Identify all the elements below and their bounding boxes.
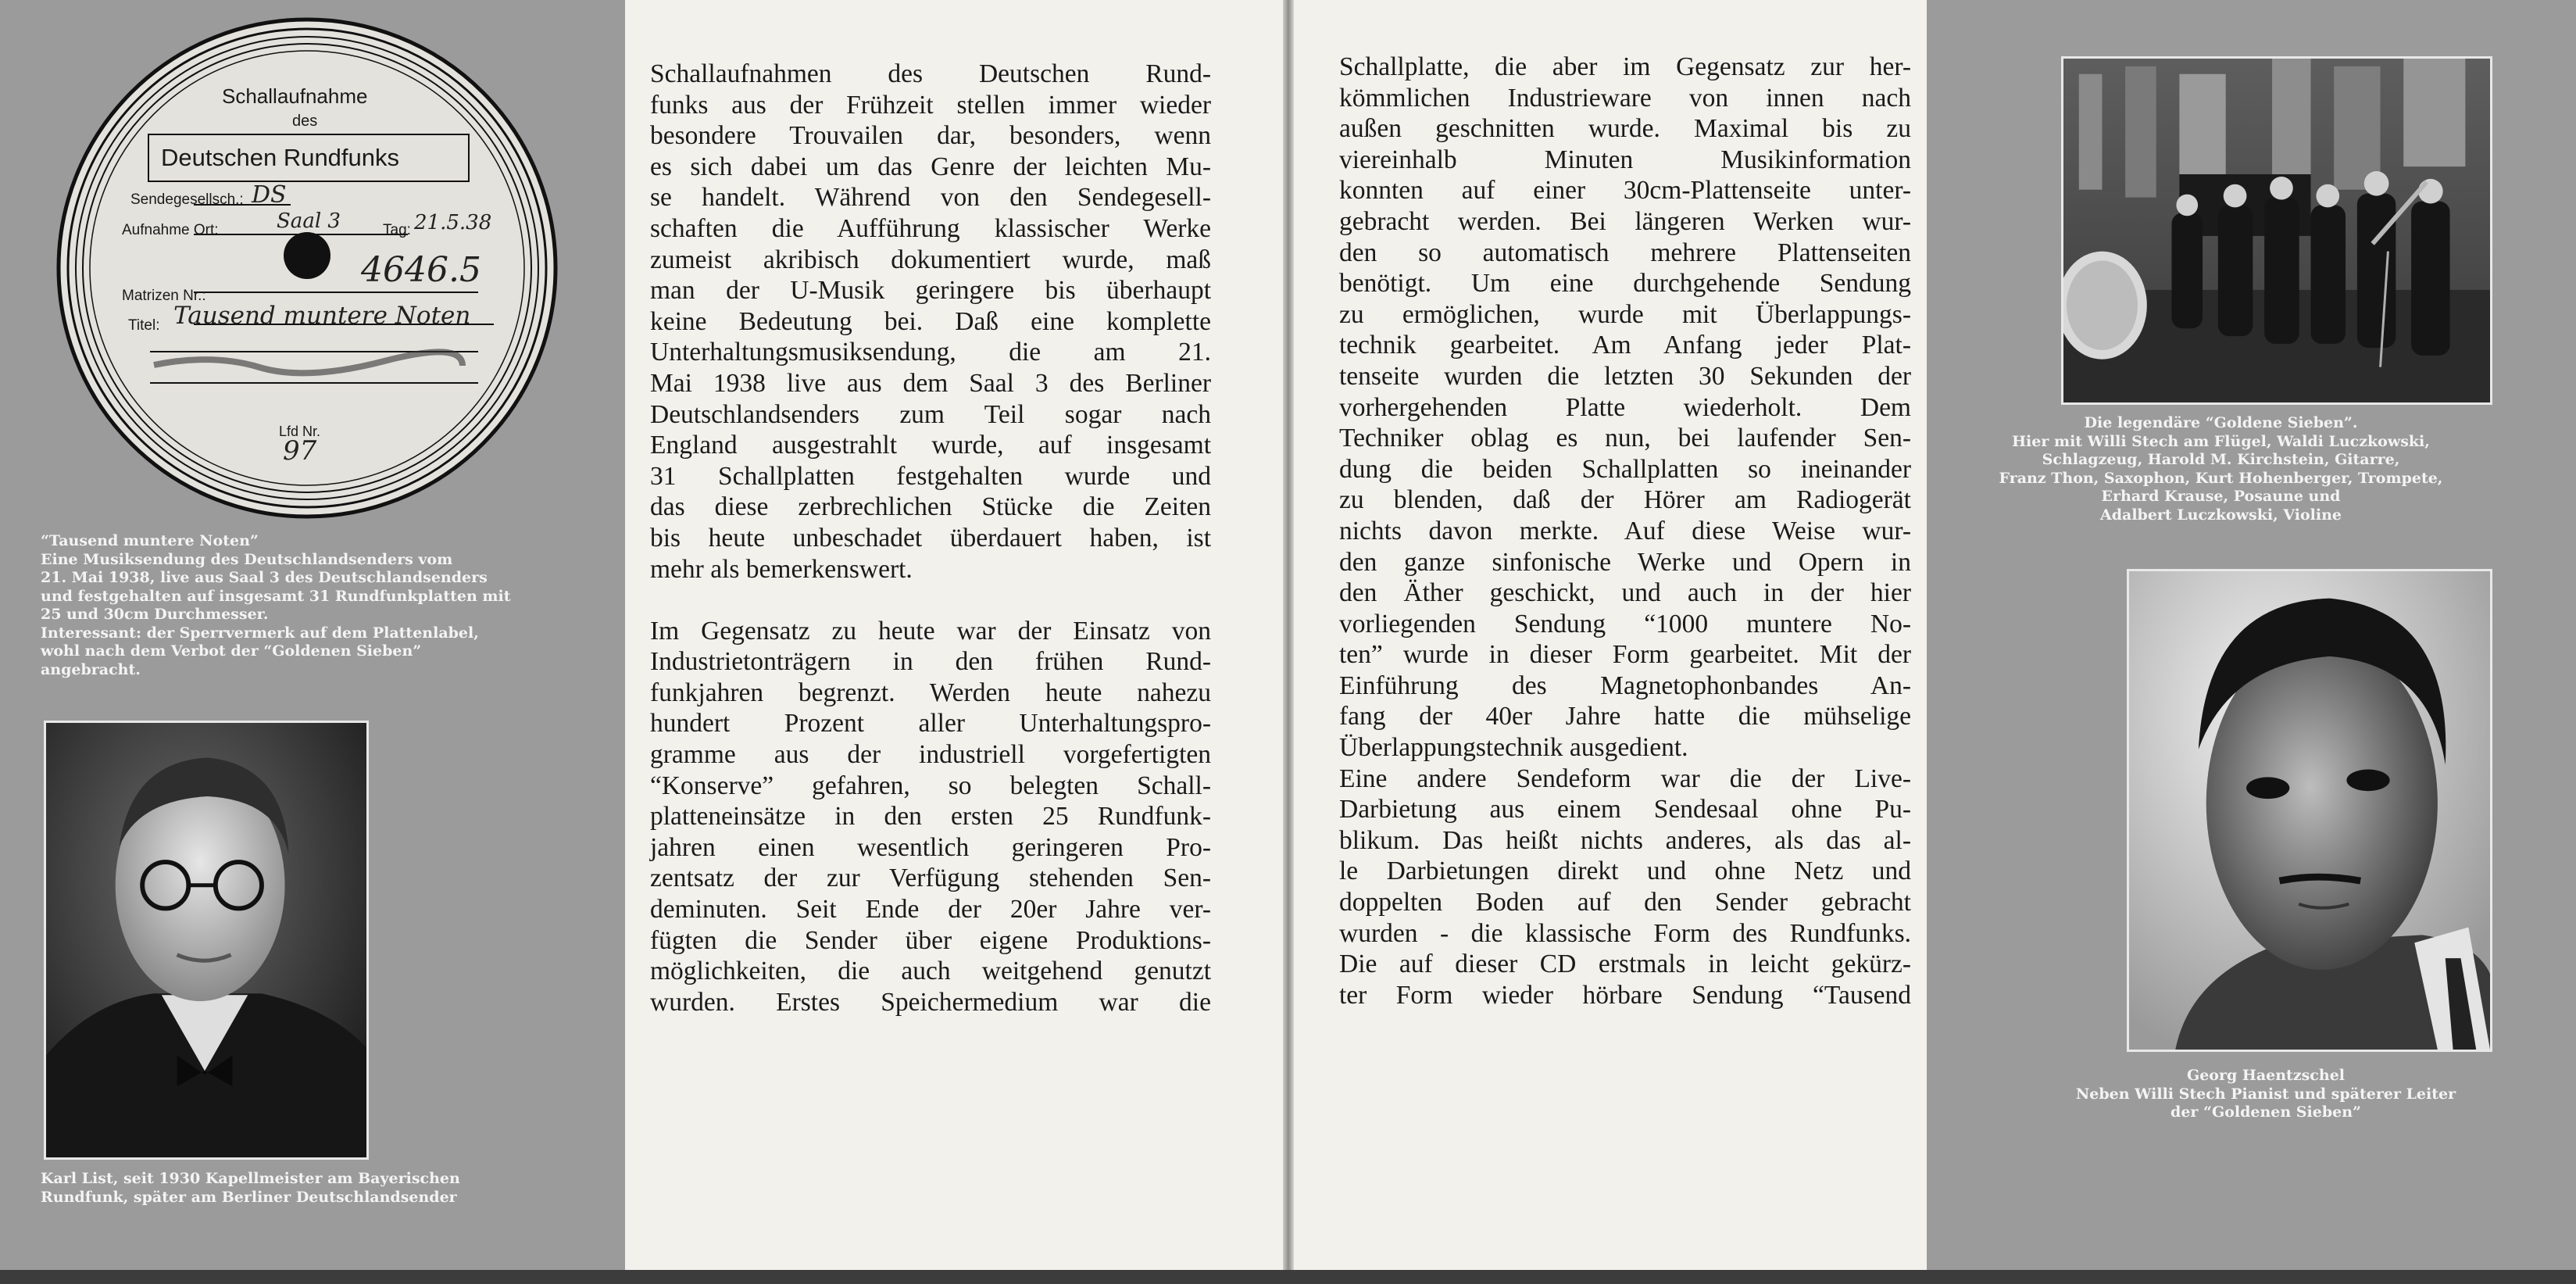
- text-line: Deutschlandsenders zum Teil sogar nach: [650, 399, 1211, 429]
- text-line: Die auf dieser CD erstmals in leicht gekürz-: [1339, 950, 1911, 979]
- text-line: den Äther geschickt, und auch in der hier: [1339, 578, 1911, 608]
- record-center-hole: [284, 232, 330, 279]
- text-line: schaften die Aufführung klassischer Werke: [650, 213, 1211, 243]
- text-line: dung die beiden Schallplatten so ineinander: [1339, 454, 1911, 484]
- goldene-sieben-caption: [1930, 414, 2512, 524]
- text-line: Industrietonträgern in den frühen Rund-: [650, 647, 1211, 677]
- label-value-tag: 21.5.38: [414, 211, 492, 234]
- text-line: deminuten. Seit Ende der 20er Jahre ver-: [650, 895, 1211, 925]
- text-line: den so automatisch mehrere Plattenseiten: [1339, 238, 1911, 267]
- caption-line: Franz Thon, Saxophon, Kurt Hohenberger, Trompete,: [1999, 469, 2443, 487]
- caption-line: Eine Musiksendung des Deutschlandsenders vom: [41, 550, 453, 568]
- caption-line: Erhard Krause, Posaune und: [2101, 488, 2341, 505]
- text-line: keine Bedeutung bei. Daß eine komplette: [650, 306, 1211, 336]
- text-line: zumeist akribisch dokumentiert wurde, maß: [650, 245, 1211, 274]
- text-line: man der U-Musik geringere bis überhaupt: [650, 276, 1211, 306]
- text-line: vorliegenden Sendung “1000 muntere No-: [1339, 609, 1911, 638]
- bottom-edge: [0, 1270, 2576, 1284]
- label-field-sendegesellsch: Sendegesellsch.:: [130, 191, 244, 208]
- text-line: tenseite wurden die letzten 30 Sekunden der: [1339, 361, 1911, 391]
- text-line: hundert Prozent aller Unterhaltungspro-: [650, 709, 1211, 739]
- caption-line: angebracht.: [41, 660, 141, 678]
- caption-line: Neben Willi Stech Pianist und späterer Leiter: [2075, 1085, 2456, 1103]
- label-value-titel: Tausend muntere Noten: [173, 302, 471, 330]
- text-line: besondere Trouvailen dar, besonders, wenn: [650, 121, 1211, 151]
- text-line: gramme aus der industriell vorgefertigten: [650, 740, 1211, 770]
- text-line: Schallplatte, die aber im Gegensatz zur her-: [1339, 52, 1911, 81]
- text-line: bis heute unbeschadet überdauert haben, ist: [650, 523, 1211, 553]
- text-line: kömmlichen Industrieware von innen nach: [1339, 83, 1911, 113]
- karl-list-caption: [41, 1170, 460, 1207]
- record-caption: [41, 532, 511, 679]
- text-line: doppelten Boden auf den Sender gebracht: [1339, 888, 1911, 917]
- text-line: se handelt. Während von den Sendegesell-: [650, 183, 1211, 213]
- text-line: blikum. Das heißt nichts anderes, als das al-: [1339, 825, 1911, 855]
- caption-line: Rundfunk, später am Berliner Deutschlandsender: [41, 1188, 457, 1206]
- text-line: gebracht werden. Bei längeren Werken wur-: [1339, 206, 1911, 236]
- caption-line: und festgehalten auf insgesamt 31 Rundfunkplatten mit: [41, 587, 511, 605]
- text-line: nichts davon merkte. Auf diese Weise wur-: [1339, 516, 1911, 545]
- label-value-sendegesellsch: DS: [252, 181, 287, 209]
- caption-line: Adalbert Luczkowski, Violine: [2099, 506, 2342, 524]
- text-column-1: [650, 59, 1211, 1018]
- text-line: Mai 1938 live aus dem Saal 3 des Berliner: [650, 368, 1211, 398]
- georg-haentzschel-photo: [2127, 569, 2492, 1052]
- caption-line: Die legendäre “Goldene Sieben”.: [2084, 414, 2358, 431]
- record-label: [56, 17, 558, 519]
- paragraph: [650, 616, 1211, 1018]
- text-line: ten” wurde in dieser Form gearbeitet. Mit der: [1339, 640, 1911, 670]
- text-line: Einführung des Magnetophonbandes An-: [1339, 671, 1911, 700]
- label-value-lfd: 97: [283, 435, 317, 467]
- caption-line: “Tausend muntere Noten”: [41, 532, 259, 549]
- karl-list-photo: [44, 721, 369, 1160]
- caption-line: 21. Mai 1938, live aus Saal 3 des Deutschlandsenders: [41, 569, 488, 586]
- label-field-lfd: Lfd Nr.: [279, 424, 321, 439]
- caption-line: Hier mit Willi Stech am Flügel, Waldi Luczkowski,: [2012, 432, 2430, 450]
- text-line: Im Gegensatz zu heute war der Einsatz von: [650, 616, 1211, 646]
- text-line: mehr als bemerkenswert.: [650, 554, 913, 584]
- label-field-tag: Tag:: [383, 222, 411, 238]
- text-line: le Darbietungen direkt und ohne Netz und: [1339, 857, 1911, 886]
- label-header-2: des: [292, 113, 318, 130]
- caption-line: Interessant: der Sperrvermerk auf dem Plattenlabel,: [41, 624, 479, 642]
- text-line: fügten die Sender über eigene Produktions-: [650, 925, 1211, 955]
- georg-haentzschel-caption: [2016, 1067, 2516, 1122]
- text-line: platteneinsätze in den ersten 25 Rundfunk-: [650, 802, 1211, 832]
- text-line: fang der 40er Jahre hatte die mühselige: [1339, 702, 1911, 731]
- text-line: das diese zerbrechlichen Stücke die Zeiten: [650, 492, 1211, 522]
- text-line: Unterhaltungsmusiksendung, die am 21.: [650, 338, 1211, 367]
- text-line: viereinhalb Minuten Musikinformation: [1339, 145, 1911, 174]
- text-line: England ausgestrahlt wurde, auf insgesamt: [650, 431, 1211, 460]
- text-line: es sich dabei um das Genre der leichten Mu-: [650, 152, 1211, 181]
- label-header-1: Schallaufnahme: [222, 84, 368, 108]
- text-line: den ganze sinfonische Werke und Opern in: [1339, 547, 1911, 577]
- text-line: jahren einen wesentlich geringeren Pro-: [650, 832, 1211, 862]
- text-line: zu ermöglichen, wurde mit Überlappungs-: [1339, 299, 1911, 329]
- text-line: zu blenden, daß der Hörer am Radiogerät: [1339, 485, 1911, 515]
- caption-line: Karl List, seit 1930 Kapellmeister am Bayerischen: [41, 1170, 460, 1187]
- text-line: Eine andere Sendeform war die der Live-: [1339, 764, 1911, 793]
- text-line: “Konserve” gefahren, so belegten Schall-: [650, 771, 1211, 800]
- text-line: Techniker oblag es nun, bei laufender Sen-: [1339, 424, 1911, 453]
- text-line: möglichkeiten, die auch weitgehend genutzt: [650, 957, 1211, 986]
- caption-line: Schlagzeug, Harold M. Kirchstein, Gitarre,: [2042, 451, 2400, 468]
- goldene-sieben-photo: [2061, 56, 2492, 405]
- label-field-titel: Titel:: [128, 317, 160, 334]
- booklet-spine: [1283, 0, 1294, 1270]
- text-line: 31 Schallplatten festgehalten wurde und: [650, 461, 1211, 491]
- text-line: funks aus der Frühzeit stellen immer wieder: [650, 90, 1211, 120]
- text-line: wurden. Erstes Speichermedium war die: [650, 987, 1211, 1017]
- label-field-matrizen: Matrizen Nr.:: [122, 288, 206, 304]
- caption-line: 25 und 30cm Durchmesser.: [41, 606, 269, 623]
- caption-line: wohl nach dem Verbot der “Goldenen Sieben”: [41, 642, 422, 660]
- text-line: außen geschnitten wurde. Maximal bis zu: [1339, 114, 1911, 144]
- caption-line: Georg Haentzschel: [2186, 1067, 2345, 1084]
- text-line: Darbietung aus einem Sendesaal ohne Pu-: [1339, 795, 1911, 824]
- text-line: konnten auf einer 30cm-Plattenseite unter-: [1339, 176, 1911, 206]
- paragraph: [650, 59, 1211, 585]
- text-line: zentsatz der zur Verfügung stehenden Sen-: [650, 864, 1211, 893]
- text-column-2: [1339, 52, 1911, 1010]
- text-line: wurden - die klassische Form des Rundfunks.: [1339, 918, 1911, 948]
- text-line: benötigt. Um eine durchgehende Sendung: [1339, 269, 1911, 299]
- caption-line: der “Goldenen Sieben”: [2170, 1103, 2361, 1121]
- label-value-number: 4646.5: [361, 250, 481, 290]
- label-value-aufnahme-ort: Saal 3: [277, 209, 341, 233]
- text-line: Überlappungstechnik ausgedient.: [1339, 733, 1688, 763]
- text-line: Schallaufnahmen des Deutschen Rund-: [650, 59, 1211, 88]
- label-header-3: Deutschen Rundfunks: [161, 144, 400, 171]
- text-line: vorhergehenden Platte wiederholt. Dem: [1339, 392, 1911, 422]
- text-line: ter Form wieder hörbare Sendung “Tausend: [1339, 980, 1911, 1010]
- label-field-aufnahme-ort: Aufnahme Ort:: [122, 222, 219, 238]
- text-line: funkjahren begrenzt. Werden heute nahezu: [650, 678, 1211, 707]
- text-line: technik gearbeitet. Am Anfang jeder Plat-: [1339, 331, 1911, 360]
- paragraph-gap: [650, 585, 1211, 616]
